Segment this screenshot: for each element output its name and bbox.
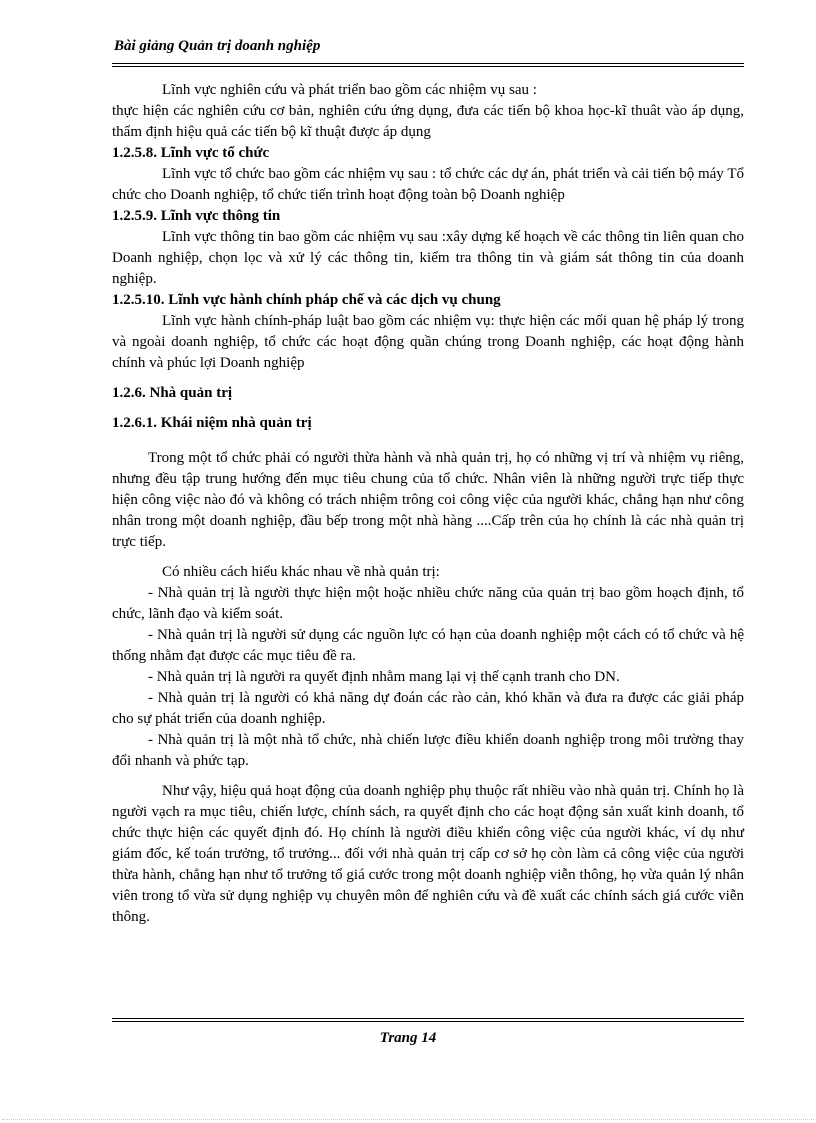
- paragraph: Có nhiều cách hiểu khác nhau về nhà quản trị:: [162, 564, 440, 580]
- paragraph: Lĩnh vực nghiên cứu và phát triển bao gồm các nhiệm vụ sau :: [162, 82, 537, 98]
- list-item: - Nhà quản trị là người có khả năng dự đoán các rào cản, khó khăn và đưa ra được các giải pháp cho sự phát triển của doanh nghiệp.: [112, 690, 744, 727]
- section-heading: 1.2.5.9. Lĩnh vực thông tin: [112, 208, 281, 224]
- list-item: - Nhà quản trị là người ra quyết định nhằm mang lại vị thế cạnh tranh cho DN.: [148, 669, 620, 685]
- paragraph: Lĩnh vực hành chính-pháp luật bao gồm các nhiệm vụ: thực hiện các mối quan hệ pháp lý trong và ngoài doanh nghiệp, tổ chức các hoạt động quần chúng trong Doanh nghiệp, các hoạt động hành chính và phúc lợi Doanh nghiệp: [112, 313, 744, 371]
- paragraph: Lĩnh vực tổ chức bao gồm các nhiệm vụ sau : tổ chức các dự án, phát triển và cải tiến bộ máy Tổ chức cho Doanh nghiệp, tổ chức tiến trình hoạt động toàn bộ Doanh nghiệp: [112, 166, 744, 203]
- header-rule: [112, 63, 744, 64]
- paragraph: thực hiện các nghiên cứu cơ bản, nghiên cứu ứng dụng, đưa các tiến bộ khoa học-kĩ thuât vào áp dụng, thẩm định hiệu quả các tiến bộ kĩ thuật được áp dụng: [112, 103, 744, 140]
- section-heading: 1.2.5.8. Lĩnh vực tổ chức: [112, 145, 270, 161]
- list-item: - Nhà quản trị là một nhà tổ chức, nhà chiến lược điều khiển doanh nghiệp trong môi trường thay đổi nhanh và phức tạp.: [112, 732, 744, 769]
- paragraph: Lĩnh vực thông tin bao gồm các nhiệm vụ sau :xây dựng kế hoạch về các thông tin liên quan cho Doanh nghiệp, chọn lọc và xử lý các thông tin, kiểm tra thông tin và giám sát thông tin của doanh nghiệp.: [112, 229, 744, 287]
- footer-rule-double: [112, 1021, 744, 1022]
- footer-rule: [112, 1018, 744, 1019]
- section-heading: 1.2.6.1. Khái niệm nhà quản trị: [112, 415, 312, 431]
- paragraph: Như vậy, hiệu quả hoạt động của doanh nghiệp phụ thuộc rất nhiều vào nhà quản trị. Chính họ là người vạch ra mục tiêu, chiến lược, chính sách, ra quyết định cho các hoạt động sản xuất kinh doanh, tổ chức thực hiện các quyết định đó. Họ chính là người điều khiển công việc của người khác, ví dụ như giám đốc, kế toán trưởng, tổ trưởng... đối với nhà quản trị cấp cơ sở họ còn làm cả công việc của người thừa hành, chẳng hạn như tổ trưởng tổ giá cước trong một doanh nghiệp viễn thông, họ vừa quản lý nhân viên trong tổ vừa sử dụng nghiệp vụ chuyên môn để nghiên cứu và đề xuất các chính sách giá cước viễn thông.: [112, 783, 744, 925]
- section-heading: 1.2.5.10. Lĩnh vực hành chính pháp chế và các dịch vụ chung: [112, 292, 501, 308]
- paragraph: Trong một tổ chức phải có người thừa hành và nhà quản trị, họ có những vị trí và nhiệm vụ riêng, nhưng đều tập trung hướng đến mục tiêu chung của tổ chức. Nhân viên là những người trực tiếp thực hiện công việc nào đó và không có trách nhiệm trông coi công việc của người khác, chẳng hạn như công nhân trong một doanh nghiệp, đầu bếp trong một nhà hàng ....Cấp trên của họ chính là các nhà quản trị trực tiếp.: [112, 450, 744, 550]
- page-edge-divider: [2, 1119, 814, 1120]
- list-item: - Nhà quản trị là người sử dụng các nguồn lực có hạn của doanh nghiệp một cách có tổ chức và hệ thống nhằm đạt được các mục tiêu đề ra.: [112, 627, 744, 664]
- page-body: [112, 80, 744, 928]
- page-number: Trang 14: [379, 1030, 437, 1046]
- section-heading: 1.2.6. Nhà quản trị: [112, 385, 233, 401]
- header-title: Bài giảng Quản trị doanh nghiệp: [114, 38, 321, 54]
- list-item: - Nhà quản trị là người thực hiện một hoặc nhiều chức năng của quản trị bao gồm hoạch định, tổ chức, lãnh đạo và kiểm soát.: [112, 585, 744, 622]
- header-rule-double: [112, 66, 744, 67]
